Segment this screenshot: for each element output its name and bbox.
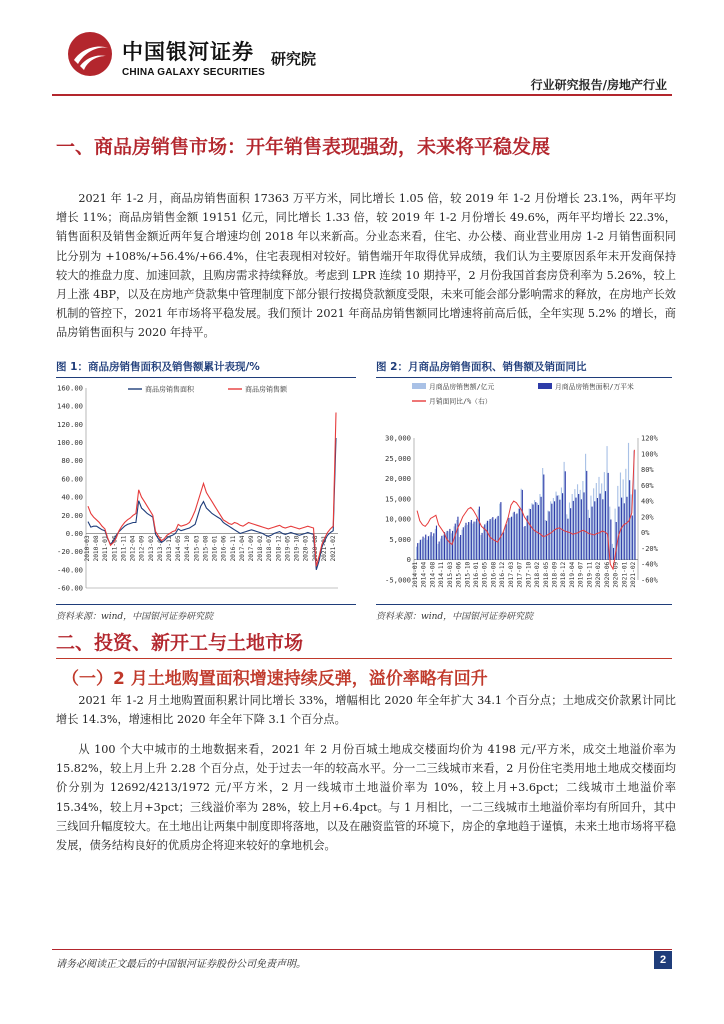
section2-paragraph1-text: 2021 年 1-2 月土地购置面积累计同比增长 33%，增幅相比 2020 年全年扩大 34.1 个百分点；土地成交价款累计同比增长 14.3%，增速相比 2020 年全年下降 3.1 个百分点。 [56, 694, 676, 727]
chart2-bar-area [581, 499, 582, 560]
chart2-bar-area [567, 519, 568, 560]
chart2-bar-amount [580, 490, 581, 560]
chart2-bar-area [490, 519, 491, 560]
chart2-bar-amount [531, 503, 532, 559]
chart2-bar-amount [429, 535, 430, 559]
chart1-y-tick-label: -40.00 [57, 565, 83, 575]
chart2-bar-amount [427, 540, 428, 560]
chart1-x-tick-label: 2011-11 [120, 535, 128, 562]
chart2-bar-area [575, 498, 576, 560]
chart2-bar-area [468, 522, 469, 560]
figure2-source-rule [376, 604, 672, 605]
chart1-y-tick-label: 100.00 [57, 438, 83, 448]
chart2-bar-amount [628, 443, 629, 560]
chart2-bar-amount [435, 529, 436, 560]
chart2-bar-area [439, 542, 440, 560]
chart1-y-tick-label: 20.00 [61, 510, 83, 520]
chart2-bar-amount [448, 531, 449, 559]
chart2-x-tick-label: 2018-09 [551, 561, 559, 588]
chart2-bar-amount [443, 535, 444, 560]
chart2-bar-area [436, 526, 437, 560]
chart2-bar-amount [623, 479, 624, 559]
chart2-bar-area [546, 521, 547, 560]
chart2-right-tick-label: 40% [641, 497, 654, 506]
chart1-y-tick-label: 0.00 [65, 528, 83, 538]
chart2-x-tick-label: 2020-06 [603, 561, 611, 588]
chart2-bar-area [613, 548, 614, 560]
chart2-right-tick-label: 120% [641, 434, 658, 443]
chart1-x-tick-label: 2016-11 [229, 535, 237, 562]
chart2-bar-area [420, 540, 421, 560]
chart2-bar-area [465, 523, 466, 560]
chart2-bar-amount [566, 514, 567, 559]
chart2-bar-amount [507, 520, 508, 560]
chart2-bar-amount [515, 514, 516, 559]
chart2-bar-amount [502, 533, 503, 559]
chart2-bar-area [632, 516, 633, 560]
chart1-x-tick-label: 2011-01 [102, 535, 110, 562]
chart2-bar-amount [456, 520, 457, 560]
chart2-x-tick-label: 2018-12 [560, 561, 568, 588]
chart2-bar-area [573, 501, 574, 560]
chart2-right-tick-label: -40% [641, 560, 658, 569]
chart2-bar-amount [606, 446, 607, 560]
chart2-bar-amount [561, 488, 562, 560]
figure1-chart [56, 380, 356, 602]
chart2-bar-amount [553, 498, 554, 560]
chart2-bar-area [516, 514, 517, 560]
chart2-right-tick-label: 0% [641, 529, 650, 538]
chart1-y-tick-label: 140.00 [57, 401, 83, 411]
chart2-legend-label: 月商品房销售额/亿元 [429, 383, 495, 391]
chart2-bar-amount [505, 526, 506, 560]
chart1-y-tick-label: 40.00 [61, 492, 83, 502]
chart1-x-tick-label: 2013-07 [156, 535, 164, 562]
chart2-right-tick-label: -20% [641, 544, 658, 553]
chart2-x-tick-label: 2019-04 [568, 561, 576, 588]
chart1-x-tick-label: 2012-04 [129, 535, 137, 562]
chart2-bar-area [592, 507, 593, 560]
section2-paragraph2-text: 从 100 个大中城市的土地数据来看，2021 年 2 月份百城土地成交楼面均价为 4198 元/平方米，成交土地溢价率为 15.82%，较上月上升 2.28 个百分点，处于过去一年的较高水平。分一二三线城市来看，2 月份住宅类用地土地成交楼面均价分别为 12692/4213/1972 元/平方米，2 月一线城市土地溢价率为 10%，较上月+3.6pct；二线城市土地溢价率 15.34%，较上月+3pct；三线溢价率为 28%，较上月+6.4pct。与 1 月相比，一二三线城市土地溢价率均有所回升，其中三线回升幅度较大。在土地出让两集中制度即将落地，以及在融资监管的环境下，房企的拿地趋于谨慎，未来土地市场将平稳发展，债务结构良好的优质房企将迎来较好的拿地机会。 [56, 743, 676, 853]
chart2-bar-amount [545, 520, 546, 560]
chart2-bar-area [508, 518, 509, 560]
chart2-bar-area [570, 508, 571, 560]
chart2-bar-amount [440, 539, 441, 560]
chart1-x-tick-label: 2018-07 [266, 535, 274, 562]
chart2-bar-area [511, 517, 512, 560]
chart2-left-tick-label: 15,000 [385, 494, 411, 504]
galaxy-logo-icon [66, 30, 114, 78]
chart2-left-tick-label: 25,000 [385, 453, 411, 463]
chart2-bar-area [565, 471, 566, 559]
chart2-bar-amount [582, 481, 583, 560]
chart2-bar-area [471, 520, 472, 560]
chart2-x-tick-label: 2020-09 [612, 561, 620, 588]
chart1-y-tick-label: 80.00 [61, 456, 83, 466]
chart1-legend-label: 商品房销售面积 [145, 385, 194, 394]
section2-subtitle: （一）2 月土地购置面积增速持续反弹，溢价率略有回升 [62, 669, 488, 689]
chart2-bar-area [634, 490, 635, 560]
chart2-x-tick-label: 2017-07 [516, 561, 524, 588]
chart2-x-tick-label: 2015-06 [455, 561, 463, 588]
chart2-bar-amount [518, 509, 519, 560]
chart2-bar-amount [488, 521, 489, 560]
chart2-bar-area [583, 492, 584, 559]
chart2-bar-amount [499, 504, 500, 560]
chart2-legend-label: 月销面同比/%（右） [429, 397, 492, 406]
chart2-bar-amount [585, 454, 586, 560]
chart2-bar-area [522, 490, 523, 560]
chart2-bar-amount [604, 472, 605, 560]
chart1-x-tick-label: 2017-04 [238, 535, 246, 562]
chart2-bar-amount [513, 513, 514, 560]
figure2-source: 资料来源：wind，中国银河证券研究院 [376, 612, 534, 622]
section2-paragraph2 [56, 740, 676, 855]
chart1-y-tick-label: -20.00 [57, 547, 83, 557]
chart2-bar-area [455, 524, 456, 560]
chart2-bar-amount [459, 537, 460, 560]
logo-company-name-en: CHINA GALAXY SECURITIES [122, 67, 265, 78]
chart2-bar-amount [539, 494, 540, 560]
chart2-bar-amount [416, 547, 417, 560]
chart2-bar-amount [486, 523, 487, 560]
chart2-right-tick-label: 60% [641, 481, 654, 490]
chart2-bar-amount [432, 536, 433, 560]
chart2-bar-amount [598, 477, 599, 560]
chart2-bar-area [417, 543, 418, 560]
chart2-bar-amount [617, 486, 618, 560]
section2-rule [56, 658, 672, 659]
chart2-bar-amount [424, 538, 425, 560]
section1-paragraph [56, 189, 676, 343]
chart2-x-tick-label: 2016-08 [490, 561, 498, 588]
chart2-bar-amount [510, 518, 511, 560]
chart2-bar-area [586, 471, 587, 560]
chart2-x-tick-label: 2017-03 [507, 561, 515, 588]
chart2-bar-area [498, 516, 499, 560]
chart2-x-tick-label: 2014-04 [420, 561, 428, 588]
chart1-x-tick-label: 2021-02 [330, 535, 337, 562]
chart2-bar-amount [529, 509, 530, 560]
chart2-x-tick-label: 2021-02 [630, 561, 637, 588]
chart2-bar-area [594, 501, 595, 559]
section2-paragraph1 [56, 691, 676, 729]
chart2-bar-amount [537, 503, 538, 560]
figure1-source: 资料来源：wind，中国银河证券研究院 [56, 612, 214, 622]
chart1-x-tick-label: 2014-05 [175, 535, 183, 562]
chart1-x-tick-label: 2020-03 [302, 535, 310, 562]
chart2-bar-amount [475, 522, 476, 560]
chart2-bar-amount [421, 539, 422, 559]
chart2-bar-amount [593, 488, 594, 559]
chart1-x-tick-label: 2019-10 [293, 535, 301, 562]
chart2-bar-area [476, 519, 477, 560]
chart1-y-tick-label: 160.00 [57, 383, 83, 393]
chart2-x-tick-label: 2018-02 [534, 561, 542, 588]
chart2-x-tick-label: 2021-01 [621, 561, 629, 588]
chart2-left-tick-label: 0 [406, 555, 411, 565]
chart2-bar-amount [480, 535, 481, 560]
chart2-bar-area [422, 537, 423, 560]
chart2-bar-amount [569, 503, 570, 560]
chart1-x-tick-label: 2010-03 [84, 535, 91, 562]
chart2-bar-amount [451, 533, 452, 559]
footer-disclaimer: 请务必阅读正文最后的中国银河证券股份公司免责声明。 [56, 959, 306, 970]
chart1-legend-label: 商品房销售额 [245, 385, 287, 394]
chart1-x-tick-label: 2013-02 [147, 535, 155, 562]
chart2-bar-area [549, 511, 550, 559]
chart2-bar-amount [419, 543, 420, 560]
chart2-bar-amount [521, 489, 522, 560]
chart2-bar-area [473, 522, 474, 560]
chart1-x-tick-label: 2017-09 [248, 535, 255, 562]
chart2-bar-area [449, 529, 450, 560]
chart2-x-tick-label: 2019-11 [586, 561, 594, 588]
chart2-bar-area [460, 535, 461, 560]
chart2-left-tick-label: 30,000 [385, 433, 411, 443]
logo-institute: 研究院 [271, 50, 317, 68]
chart2-bar-area [463, 527, 464, 560]
report-type-label: 行业研究报告/房地产行业 [530, 78, 667, 92]
chart2-x-tick-label: 2018-05 [542, 561, 550, 588]
chart2-x-tick-label: 2020-02 [595, 561, 603, 588]
chart2-right-tick-label: 80% [641, 466, 654, 475]
chart1-x-tick-label: 2015-03 [193, 535, 201, 562]
chart2-bar-area [541, 497, 542, 560]
chart2-bar-area [530, 509, 531, 560]
chart2-bar-amount [612, 544, 613, 560]
chart2-bar-area [425, 535, 426, 560]
chart2-bar-area [503, 532, 504, 560]
chart2-bar-area [602, 499, 603, 560]
chart2-bar-area [479, 507, 480, 560]
chart1-x-tick-label: 2016-06 [220, 535, 228, 562]
chart1-x-tick-label: 2015-08 [202, 535, 210, 562]
chart1-x-tick-label: 2021-01 [320, 535, 328, 562]
chart1-x-tick-label: 2012-09 [138, 535, 146, 562]
chart2-bar-area [495, 519, 496, 560]
chart2-x-tick-label: 2014-01 [412, 561, 419, 588]
chart2-bar-amount [588, 510, 589, 560]
chart2-bar-amount [437, 544, 438, 560]
chart2-bar-area [624, 503, 625, 559]
chart2-bar-area [562, 493, 563, 560]
chart2-x-tick-label: 2015-10 [464, 561, 472, 588]
chart2-x-tick-label: 2015-03 [446, 561, 454, 588]
chart2-bar-area [428, 536, 429, 560]
chart2-bar-amount [596, 483, 597, 560]
chart2-bar-amount [572, 494, 573, 560]
chart2-bar-area [600, 494, 601, 560]
page-number: 2 [654, 951, 672, 969]
chart2-bar-amount [620, 473, 621, 560]
chart2-bar-amount [550, 501, 551, 559]
chart2-x-tick-label: 2014-11 [438, 561, 446, 588]
chart1-x-tick-label: 2020-08 [311, 535, 319, 562]
chart2-bar-area [482, 533, 483, 560]
chart2-bar-area [514, 512, 515, 560]
chart2-right-tick-label: -60% [641, 576, 658, 585]
chart2-bar-amount [574, 489, 575, 560]
chart2-bar-amount [483, 526, 484, 559]
chart2-bar-amount [590, 496, 591, 560]
chart2-bar-amount [523, 527, 524, 560]
chart2-left-tick-label: 5,000 [389, 534, 411, 544]
chart2-legend-swatch-area [538, 383, 552, 389]
logo-company-name-cn: 中国银河证券 [122, 40, 254, 64]
chart2-bar-area [610, 520, 611, 560]
chart2-x-tick-label: 2016-01 [473, 561, 481, 588]
chart2-bar-amount [470, 522, 471, 559]
chart2-x-tick-label: 2016-12 [499, 561, 507, 588]
chart1-x-tick-label: 2018-12 [275, 535, 283, 562]
chart1-x-tick-label: 2018-02 [257, 535, 265, 562]
chart2-bar-amount [467, 525, 468, 560]
chart2-bar-area [492, 517, 493, 560]
chart2-bar-amount [625, 469, 626, 560]
chart2-bar-amount [564, 462, 565, 560]
chart2-bar-amount [472, 524, 473, 560]
chart1-y-tick-label: -60.00 [57, 583, 83, 593]
chart1-y-tick-label: 60.00 [61, 474, 83, 484]
chart2-bar-area [487, 521, 488, 560]
chart2-left-tick-label: 20,000 [385, 474, 411, 484]
chart2-bar-amount [462, 530, 463, 560]
chart2-bar-amount [577, 484, 578, 560]
chart2-bar-area [500, 502, 501, 560]
chart1-x-tick-label: 2016-01 [211, 535, 219, 562]
chart2-bar-area [433, 533, 434, 559]
chart2-bar-amount [556, 492, 557, 560]
chart1-x-tick-label: 2019-05 [284, 535, 292, 562]
section1-title: 一、商品房销售市场：开年销售表现强劲，未来将平稳发展 [56, 136, 551, 158]
chart2-left-tick-label: -5,000 [385, 575, 411, 585]
chart2-right-tick-label: 20% [641, 513, 654, 522]
section1-paragraph-text: 2021 年 1-2 月，商品房销售面积 17363 万平方米，同比增长 1.05 倍，较 2019 年 1-2 月份增长 23.1%，两年平均增长 11%；商品房销售金额 19151 亿元，同比增长 1.33 倍，较 2019 年 1-2 月份增长 49.6%，两年平均增长 22.3%，销售面积及销售金额近两年复合增速均创 2018 年以来新高。分业态来看，住宅、办公楼、商业营业用房 1-2 月销售面积同比分别为 +108%/+56.4%/+66.4%，住宅表现相对较好。销售端开年取得优异成绩，我们认为主要原因系年末开发商保持较大的推盘力度、加速回款，且购房需求持续释放。考虑到 LPR 连续 10 期持平，2 月份我国首套房贷利率为 5.26%，较上月上涨 4BP，以及在房地产贷款集中管理制度下部分银行按揭贷款额度受限，未来可能会部分影响需求的释放，在房地产长效机制的管控下，2021 年市场将平稳发展。我们预计 2021 年商品房销售额同比增速将前高后低，全年实现 5.2% 的增长，商品房销售面积与 2020 年持平。 [56, 192, 676, 340]
chart2-bar-amount [542, 468, 543, 560]
chart2-x-tick-label: 2014-08 [429, 561, 437, 588]
chart2-bar-amount [631, 494, 632, 559]
chart2-x-tick-label: 2019-07 [577, 561, 585, 588]
chart2-bar-amount [464, 526, 465, 560]
chart2-legend-label: 月商品房销售面积/万平米 [555, 383, 634, 391]
chart2-bar-amount [601, 483, 602, 559]
chart2-bar-amount [496, 517, 497, 560]
figure2-title-rule [376, 377, 672, 378]
chart2-bar-area [589, 518, 590, 560]
chart1-y-tick-label: 120.00 [57, 419, 83, 429]
chart2-bar-area [524, 526, 525, 560]
chart2-right-tick-label: 100% [641, 450, 658, 459]
chart2-bar-area [532, 505, 533, 560]
chart2-bar-amount [526, 516, 527, 560]
chart2-bar-area [626, 497, 627, 560]
chart2-left-tick-label: 10,000 [385, 514, 411, 524]
chart2-bar-amount [454, 526, 455, 559]
section2-title: 二、投资、新开工与土地市场 [56, 632, 304, 654]
figure1-title-rule [56, 377, 356, 378]
chart2-bar-area [457, 517, 458, 560]
figure1-source-rule [56, 604, 356, 605]
figure1-title: 图 1：商品房销售面积及销售额累计表现/% [56, 361, 260, 373]
chart2-bar-area [447, 531, 448, 560]
chart2-x-tick-label: 2017-10 [525, 561, 533, 588]
chart2-bar-area [519, 509, 520, 560]
chart2-legend-swatch-amount [412, 383, 426, 389]
chart2-bar-amount [478, 509, 479, 559]
chart1-x-tick-label: 2013-12 [166, 535, 173, 562]
chart2-bar-area [578, 494, 579, 560]
chart2-bar-area [506, 524, 507, 560]
figure2-title: 图 2：月商品房销售面积、销售额及销面同比 [376, 361, 587, 373]
chart2-x-tick-label: 2016-05 [481, 561, 489, 588]
chart1-x-tick-label: 2011-06 [111, 535, 119, 562]
chart2-bar-area [441, 536, 442, 560]
chart1-x-tick-label: 2014-10 [184, 535, 192, 562]
footer-divider [52, 949, 672, 950]
figure2-chart [376, 380, 672, 602]
chart2-bar-area [557, 496, 558, 560]
chart2-bar-area [431, 532, 432, 560]
chart2-bar-area [559, 500, 560, 560]
chart2-bar-area [597, 498, 598, 560]
chart1-x-tick-label: 2010-08 [93, 535, 101, 562]
chart2-bar-area [543, 475, 544, 560]
header-divider [52, 94, 672, 96]
chart2-bar-area [605, 491, 606, 560]
